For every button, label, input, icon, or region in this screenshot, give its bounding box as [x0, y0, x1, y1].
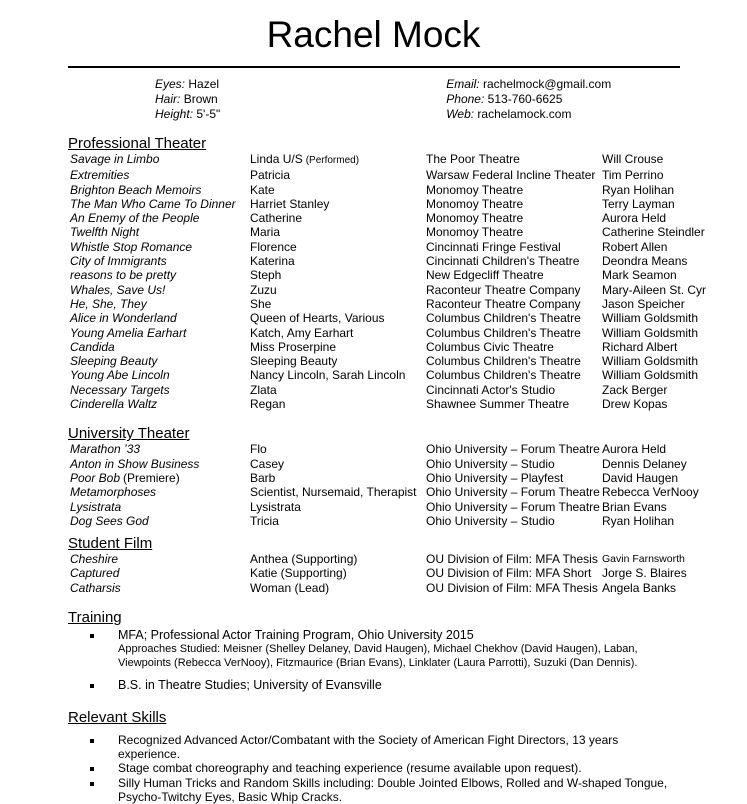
director-cell: Drew Kopas — [602, 397, 667, 411]
credit-row — [68, 471, 680, 485]
credit-row — [68, 225, 680, 239]
show-title-cell — [70, 581, 250, 595]
director-cell: William Goldsmith — [602, 326, 698, 340]
role-cell — [250, 340, 426, 354]
role-cell — [250, 354, 426, 368]
theater-cell: Monomoy Theatre — [426, 183, 602, 197]
university-theater-table — [68, 442, 680, 528]
show-title: Whales, Save Us! — [70, 283, 165, 297]
show-title: Cinderella Waltz — [70, 397, 157, 411]
bullet-icon — [90, 767, 94, 771]
credit-row — [68, 197, 680, 211]
list-item — [68, 678, 680, 692]
section-title-university-theater: University Theater — [68, 425, 680, 442]
director-cell: Terry Layman — [602, 197, 675, 211]
role: Catherine — [250, 211, 302, 225]
contact-label: Hair: — [155, 92, 180, 106]
theater-cell: Monomoy Theatre — [426, 225, 602, 239]
section-title-training: Training — [68, 609, 680, 626]
theater-cell: Ohio University – Studio — [426, 457, 602, 471]
credit-row — [68, 254, 680, 268]
credit-row — [68, 383, 680, 397]
contact-label: Email: — [446, 77, 479, 91]
contact-value: Hazel — [188, 77, 219, 91]
director-cell: Jason Speicher — [602, 297, 685, 311]
role-cell — [250, 240, 426, 254]
credit-row — [68, 283, 680, 297]
show-title-cell — [70, 168, 250, 182]
contact-value: rachelamock.com — [477, 107, 571, 121]
bullet-icon — [90, 782, 94, 786]
role-cell — [250, 566, 426, 580]
role-note: (Performed) — [306, 155, 359, 166]
show-title: Poor Bob — [70, 471, 120, 485]
bullet-body — [118, 733, 680, 762]
role: Zlata — [250, 383, 277, 397]
role: Katch, Amy Earhart — [250, 326, 353, 340]
show-title-cell — [70, 268, 250, 282]
role-cell — [250, 168, 426, 182]
show-title-cell — [70, 211, 250, 225]
show-title-cell — [70, 311, 250, 325]
theater-cell: Columbus Children's Theatre — [426, 326, 602, 340]
director-cell: Aurora Held — [602, 442, 666, 456]
role-cell — [250, 183, 426, 197]
role: Tricia — [250, 514, 279, 528]
credit-row — [68, 552, 680, 566]
theater-cell: Columbus Civic Theatre — [426, 340, 602, 354]
director-cell: Robert Allen — [602, 240, 667, 254]
role: Sleeping Beauty — [250, 354, 337, 368]
theater-cell: Shawnee Summer Theatre — [426, 397, 602, 411]
contact-label: Phone: — [446, 92, 484, 106]
role: Zuzu — [250, 283, 277, 297]
contact-block — [0, 77, 747, 122]
show-title-cell — [70, 225, 250, 239]
show-title-cell — [70, 397, 250, 411]
credit-row — [68, 566, 680, 580]
show-title: An Enemy of the People — [70, 211, 199, 225]
show-title: Marathon ’33 — [70, 442, 140, 456]
credit-row — [68, 326, 680, 340]
show-title-cell — [70, 240, 250, 254]
show-title: City of Immigrants — [70, 254, 167, 268]
professional-theater-table — [68, 152, 680, 411]
show-title: Candida — [70, 340, 115, 354]
role: Anthea (Supporting) — [250, 552, 357, 566]
director-cell: Deondra Means — [602, 254, 687, 268]
show-title: reasons to be pretty — [70, 268, 176, 282]
credit-row — [68, 368, 680, 382]
student-film-table — [68, 552, 680, 595]
contact-value: Brown — [184, 92, 218, 106]
show-title: Cheshire — [70, 552, 118, 566]
training-list — [68, 628, 680, 693]
show-title-cell — [70, 197, 250, 211]
role-cell — [250, 471, 426, 485]
role-cell — [250, 254, 426, 268]
contact-line — [446, 107, 611, 122]
role-cell — [250, 283, 426, 297]
contact-value: 5'-5" — [196, 107, 220, 121]
role-cell — [250, 268, 426, 282]
contact-value: rachelmock@gmail.com — [483, 77, 611, 91]
credit-row — [68, 354, 680, 368]
show-title: Young Abe Lincoln — [70, 368, 170, 382]
credit-row — [68, 500, 680, 514]
show-title-cell — [70, 457, 250, 471]
role-cell — [250, 457, 426, 471]
director-cell: Dennis Delaney — [602, 457, 687, 471]
show-title: Captured — [70, 566, 119, 580]
page-title: Rachel Mock — [0, 14, 747, 55]
show-title-cell — [70, 383, 250, 397]
role: Maria — [250, 225, 280, 239]
credit-row — [68, 457, 680, 471]
role-cell — [250, 500, 426, 514]
director-cell: Catherine Steindler — [602, 225, 705, 239]
show-title-cell — [70, 514, 250, 528]
role: Patricia — [250, 168, 290, 182]
theater-cell: Warsaw Federal Incline Theater — [426, 168, 602, 182]
director-cell: Angela Banks — [602, 581, 676, 595]
show-note: (Premiere) — [123, 471, 180, 485]
director-cell: Jorge S. Blaires — [602, 566, 687, 580]
director-cell: William Goldsmith — [602, 311, 698, 325]
show-title: Metamorphoses — [70, 485, 156, 499]
credit-row — [68, 514, 680, 528]
role: Regan — [250, 397, 285, 411]
bullet-body — [118, 776, 680, 804]
theater-cell: OU Division of Film: MFA Thesis — [426, 552, 602, 566]
role-cell — [250, 552, 426, 566]
show-title-cell — [70, 254, 250, 268]
role: Katerina — [250, 254, 295, 268]
role-cell — [250, 211, 426, 225]
skill-item-text: Silly Human Tricks and Random Skills including: Double Jointed Elbows, Rolled and W-shaped Tongue, Psycho-Twitchy Eyes, Basic Whip Cracks. — [118, 776, 680, 804]
credit-row — [68, 581, 680, 595]
credit-row — [68, 211, 680, 225]
theater-cell: Columbus Children's Theatre — [426, 311, 602, 325]
credit-row — [68, 183, 680, 197]
show-title-cell — [70, 485, 250, 499]
credit-row — [68, 397, 680, 411]
show-title: Alice in Wonderland — [70, 311, 177, 325]
show-title-cell — [70, 354, 250, 368]
show-title-cell — [70, 183, 250, 197]
director-cell: Zack Berger — [602, 383, 667, 397]
credit-row — [68, 268, 680, 282]
relevant-skills-list — [68, 733, 680, 804]
show-title-cell — [70, 552, 250, 566]
theater-cell: The Poor Theatre — [426, 152, 602, 168]
theater-cell: Cincinnati Actor's Studio — [426, 383, 602, 397]
credit-row — [68, 340, 680, 354]
credit-row — [68, 311, 680, 325]
credit-row — [68, 240, 680, 254]
role: Woman (Lead) — [250, 581, 329, 595]
role-cell — [250, 311, 426, 325]
show-title: Young Amelia Earhart — [70, 326, 186, 340]
role-cell — [250, 152, 426, 168]
show-title: Dog Sees God — [70, 514, 149, 528]
theater-cell: Raconteur Theatre Company — [426, 283, 602, 297]
theater-cell: Ohio University – Forum Theatre — [426, 442, 602, 456]
show-title-cell — [70, 152, 250, 168]
director-cell: Rebecca VerNooy — [602, 485, 699, 499]
role: Flo — [250, 442, 267, 456]
show-title: Whistle Stop Romance — [70, 240, 192, 254]
theater-cell: OU Division of Film: MFA Thesis — [426, 581, 602, 595]
bullet-icon — [90, 634, 94, 638]
list-item — [68, 733, 680, 762]
director-cell: Richard Albert — [602, 340, 677, 354]
show-title: The Man Who Came To Dinner — [70, 197, 236, 211]
director-cell: Aurora Held — [602, 211, 666, 225]
show-title-cell — [70, 368, 250, 382]
contact-value: 513-760-6625 — [488, 92, 563, 106]
show-title-cell — [70, 283, 250, 297]
show-title: Anton in Show Business — [70, 457, 199, 471]
credit-row — [68, 152, 680, 168]
show-title: Twelfth Night — [70, 225, 139, 239]
show-title-cell — [70, 500, 250, 514]
role: Katie (Supporting) — [250, 566, 347, 580]
section-title-relevant-skills: Relevant Skills — [68, 709, 680, 726]
credit-row — [68, 168, 680, 182]
section-title-professional-theater: Professional Theater — [68, 135, 680, 152]
director-cell: Brian Evans — [602, 500, 667, 514]
theater-cell: Cincinnati Children's Theatre — [426, 254, 602, 268]
theater-cell: Monomoy Theatre — [426, 197, 602, 211]
role-cell — [250, 383, 426, 397]
role: Linda U/S — [250, 152, 303, 166]
show-title: Catharsis — [70, 581, 121, 595]
theater-cell: Columbus Children's Theatre — [426, 354, 602, 368]
contact-line — [155, 92, 220, 107]
director-cell: Mark Seamon — [602, 268, 677, 282]
contact-label: Web: — [446, 107, 474, 121]
list-item — [68, 628, 680, 670]
theater-cell: Ohio University – Studio — [426, 514, 602, 528]
role: Scientist, Nursemaid, Therapist — [250, 485, 417, 499]
bullet-icon — [90, 739, 94, 743]
show-title: He, She, They — [70, 297, 147, 311]
theater-cell: Ohio University – Forum Theatre — [426, 500, 602, 514]
theater-cell: Raconteur Theatre Company — [426, 297, 602, 311]
contact-physical — [155, 77, 220, 122]
role: Queen of Hearts, Various — [250, 311, 385, 325]
bullet-icon — [90, 684, 94, 688]
role-cell — [250, 442, 426, 456]
role: Harriet Stanley — [250, 197, 329, 211]
skill-item-text: Stage combat choreography and teaching experience (resume available upon request). — [118, 761, 582, 775]
show-title-cell — [70, 471, 250, 485]
role: Nancy Lincoln, Sarah Lincoln — [250, 368, 405, 382]
list-item — [68, 761, 680, 775]
role-cell — [250, 225, 426, 239]
contact-line — [155, 107, 220, 122]
director-cell: David Haugen — [602, 471, 678, 485]
bullet-body — [118, 761, 582, 775]
director-cell: Will Crouse — [602, 152, 663, 168]
show-title-cell — [70, 566, 250, 580]
director-cell: Ryan Holihan — [602, 183, 674, 197]
show-title: Brighton Beach Memoirs — [70, 183, 201, 197]
director-cell: Gavin Farnsworth — [602, 552, 685, 566]
theater-cell: New Edgecliff Theatre — [426, 268, 602, 282]
director-cell: Tim Perrino — [602, 168, 664, 182]
role: Kate — [250, 183, 275, 197]
role-cell — [250, 514, 426, 528]
role: Miss Proserpine — [250, 340, 336, 354]
credit-row — [68, 442, 680, 456]
role-cell — [250, 197, 426, 211]
section-title-student-film: Student Film — [68, 535, 680, 552]
show-title: Extremities — [70, 168, 129, 182]
theater-cell: Cincinnati Fringe Festival — [426, 240, 602, 254]
credit-row — [68, 485, 680, 499]
show-title-cell — [70, 326, 250, 340]
contact-online — [446, 77, 611, 122]
training-item-text: B.S. in Theatre Studies; University of Evansville — [118, 678, 382, 692]
show-title-cell — [70, 297, 250, 311]
header-divider — [68, 66, 680, 68]
contact-line — [155, 77, 220, 92]
theater-cell: Columbus Children's Theatre — [426, 368, 602, 382]
contact-label: Height: — [155, 107, 193, 121]
list-item — [68, 776, 680, 804]
director-cell: Mary-Aileen St. Cyr — [602, 283, 706, 297]
show-title: Necessary Targets — [70, 383, 170, 397]
contact-label: Eyes: — [155, 77, 185, 91]
theater-cell: Ohio University – Forum Theatre — [426, 485, 602, 499]
director-cell: William Goldsmith — [602, 354, 698, 368]
role: She — [250, 297, 271, 311]
director-cell: Ryan Holihan — [602, 514, 674, 528]
contact-line — [446, 77, 611, 92]
role-cell — [250, 581, 426, 595]
role: Barb — [250, 471, 275, 485]
role: Florence — [250, 240, 297, 254]
show-title: Sleeping Beauty — [70, 354, 157, 368]
show-title-cell — [70, 442, 250, 456]
show-title-cell — [70, 340, 250, 354]
role-cell — [250, 297, 426, 311]
role: Steph — [250, 268, 281, 282]
director-cell: William Goldsmith — [602, 368, 698, 382]
role: Casey — [250, 457, 284, 471]
show-title: Savage in Limbo — [70, 152, 159, 166]
credit-row — [68, 297, 680, 311]
role-cell — [250, 326, 426, 340]
skill-item-text: Recognized Advanced Actor/Combatant with the Society of American Fight Directors, 13 years experience. — [118, 733, 680, 762]
contact-line — [446, 92, 611, 107]
role-cell — [250, 368, 426, 382]
theater-cell: Monomoy Theatre — [426, 211, 602, 225]
training-item-subtext: Approaches Studied: Meisner (Shelley Delaney, David Haugen), Michael Chekhov (David Haugen), Laban, Viewpoints (Rebecca VerNooy), Fitzmaurice (Brian Evans), Linklater (Laura Parrotti), Suzuki (Dan Dennis). — [118, 642, 663, 670]
show-title: Lysistrata — [70, 500, 121, 514]
bullet-body — [118, 628, 663, 670]
role: Lysistrata — [250, 500, 301, 514]
theater-cell: Ohio University – Playfest — [426, 471, 602, 485]
resume-page — [0, 14, 747, 776]
role-cell — [250, 485, 426, 499]
role-cell — [250, 397, 426, 411]
theater-cell: OU Division of Film: MFA Short — [426, 566, 602, 580]
bullet-body — [118, 678, 382, 692]
training-item-text: MFA; Professional Actor Training Program, Ohio University 2015 — [118, 628, 663, 642]
